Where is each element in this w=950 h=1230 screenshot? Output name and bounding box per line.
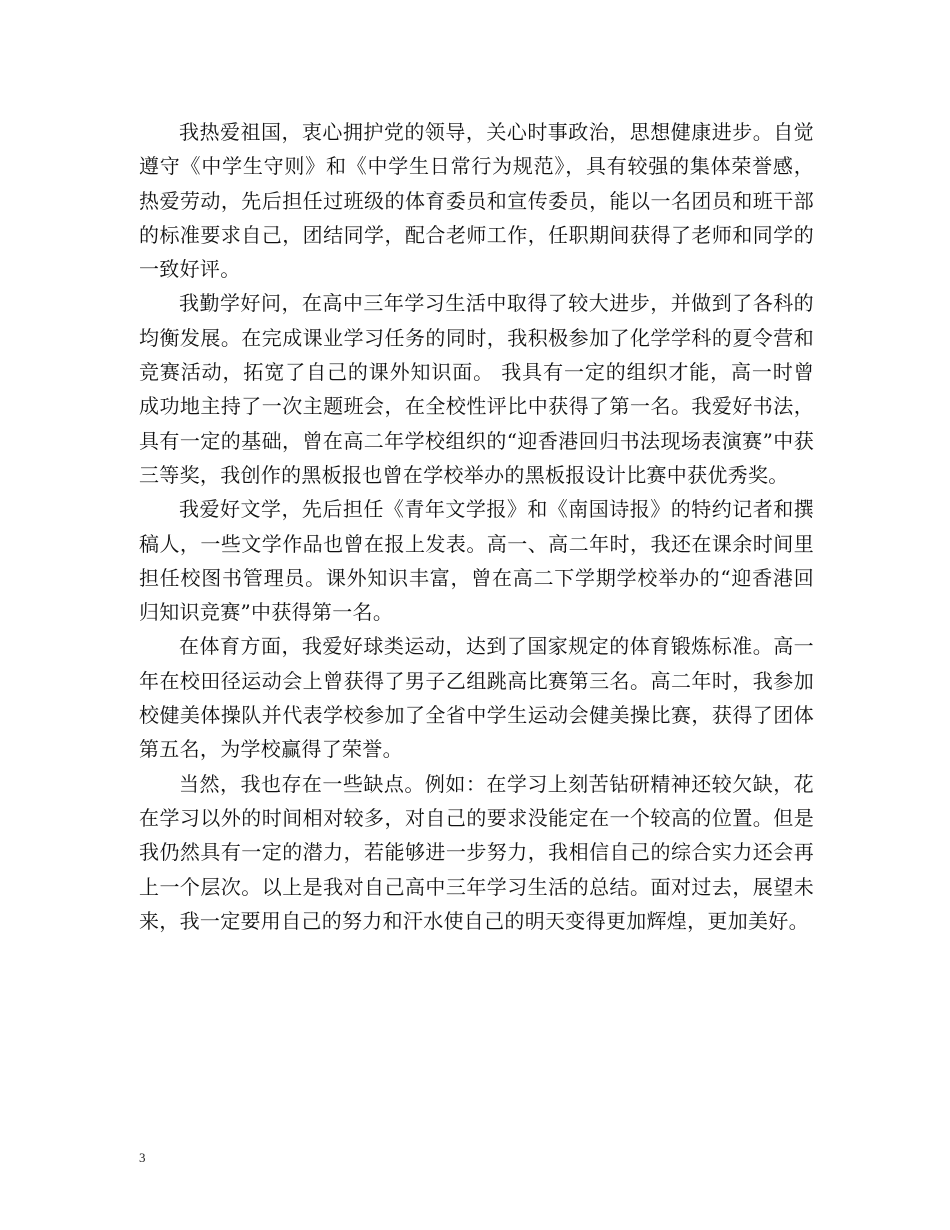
- paragraph-patriotism: 我热爱祖国，衷心拥护党的领导，关心时事政治，思想健康进步。自觉遵守《中学生守则》和《中学生日常行为规范》，具有较强的集体荣誉感，热爱劳动，先后担任过班级的体育委员和宣传委员，能以一名团员和班干部的标准要求自己，团结同学，配合老师工作，任职期间获得了老师和同学的一致好评。: [139, 120, 814, 282]
- page-number: 3: [139, 1150, 146, 1165]
- document-body: [139, 115, 814, 938]
- paragraph-study: 我勤学好问，在高中三年学习生活中取得了较大进步，并做到了各科的均衡发展。在完成课业学习任务的同时，我积极参加了化学学科的夏令营和竞赛活动，拓宽了自己的课外知识面。 我具有一定的组织才能，高一时曾成功地主持了一次主题班会，在全校性评比中获得了第一名。我爱好书法，具有一定的基础，曾在高二年学校组织的“迎香港回归书法现场表演赛”中获三等奖，我创作的黑板报也曾在学校举办的黑板报设计比赛中获优秀奖。: [139, 291, 814, 487]
- paragraph-shortcomings: 当然，我也存在一些缺点。例如：在学习上刻苦钻研精神还较欠缺，花在学习以外的时间相对较多，对自己的要求没能定在一个较高的位置。但是我仍然具有一定的潜力，若能够进一步努力，我相信自己的综合实力还会再上一个层次。以上是我对自己高中三年学习生活的总结。面对过去，展望未来，我一定要用自己的努力和汗水使自己的明天变得更加辉煌，更加美好。: [139, 771, 814, 933]
- paragraph-sports: 在体育方面，我爱好球类运动，达到了国家规定的体育锻炼标准。高一年在校田径运动会上曾获得了男子乙组跳高比赛第三名。高二年时，我参加校健美体操队并代表学校参加了全省中学生运动会健美操比赛，获得了团体第五名，为学校赢得了荣誉。: [139, 634, 814, 762]
- paragraph-literature: 我爱好文学，先后担任《青年文学报》和《南国诗报》的特约记者和撰稿人，一些文学作品也曾在报上发表。高一、高二年时，我还在课余时间里担任校图书管理员。课外知识丰富，曾在高二下学期学校举办的“迎香港回归知识竞赛”中获得第一名。: [139, 497, 814, 625]
